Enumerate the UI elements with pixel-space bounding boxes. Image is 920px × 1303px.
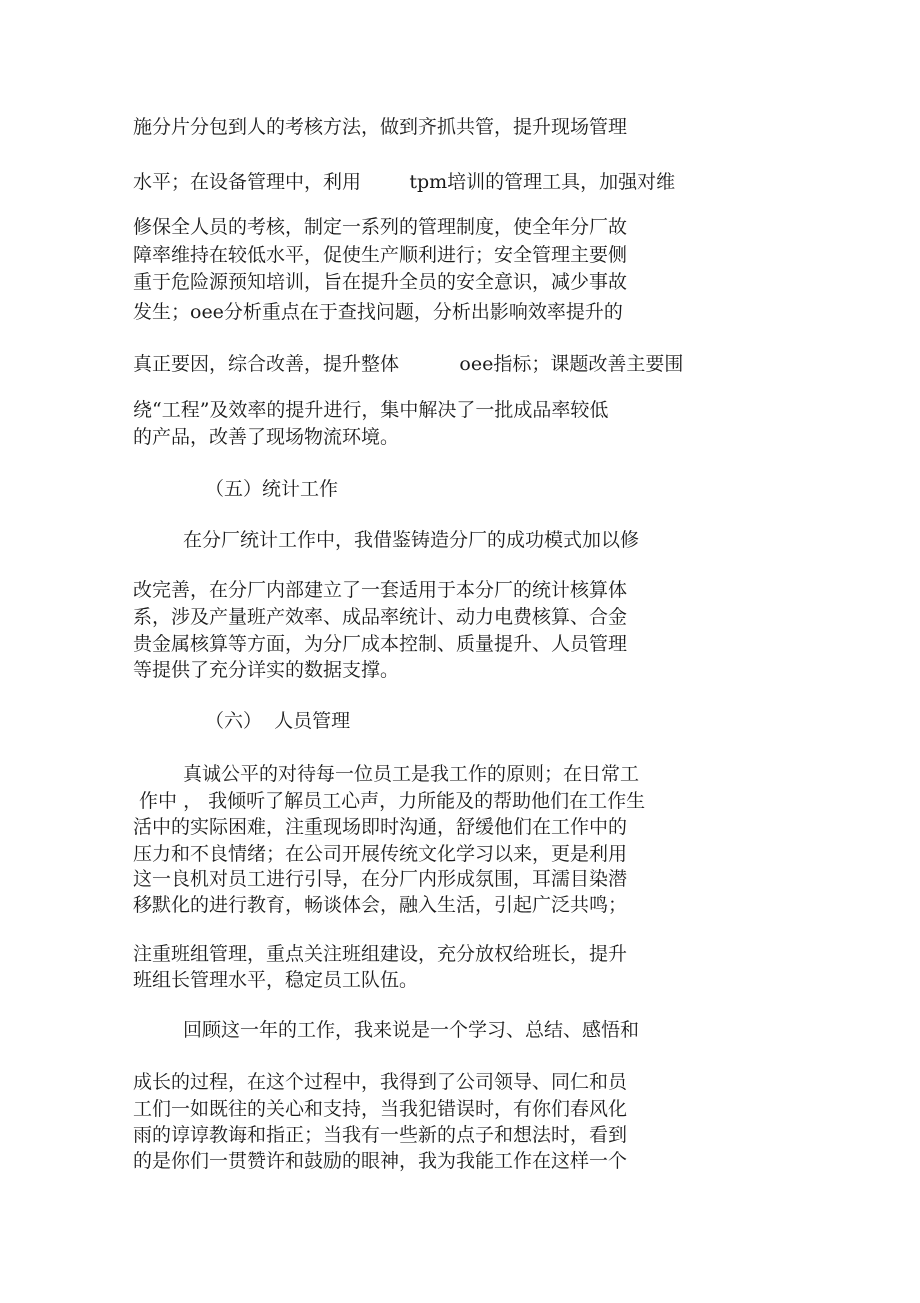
text-line: 真正要因，综合改善，提升整体 oee指标；课题改善主要围 bbox=[133, 353, 684, 375]
text-line: 雨的谆谆教诲和指正；当我有一些新的点子和想法时，看到 bbox=[133, 1124, 628, 1146]
text-line: 工们一如既往的关心和支持，当我犯错误时，有你们春风化 bbox=[133, 1098, 628, 1120]
text-line: 等提供了充分详实的数据支撑。 bbox=[133, 659, 400, 681]
text-line: 班组长管理水平，稳定员工队伍。 bbox=[133, 969, 419, 991]
text-line: 贵金属核算等方面，为分厂成本控制、质量提升、人员管理 bbox=[133, 633, 628, 655]
text-line: 移默化的进行教育，畅谈体会，融入生活，引起广泛共鸣； bbox=[133, 894, 628, 916]
text-line: 障率维持在较低水平，促使生产顺利进行；安全管理主要侧 bbox=[133, 244, 628, 266]
text-line: 的产品，改善了现场物流环境。 bbox=[133, 426, 400, 448]
section-heading: （六） 人员管理 bbox=[205, 710, 351, 732]
text-line: 真诚公平的对待每一位员工是我工作的原则；在日常工 bbox=[183, 763, 640, 785]
text-line: 改完善，在分厂内部建立了一套适用于本分厂的统计核算体 bbox=[133, 579, 628, 601]
text-line: 水平；在设备管理中，利用 tpm培训的管理工具，加强对维 bbox=[133, 171, 676, 193]
text-line: 活中的实际困难，注重现场即时沟通，舒缓他们在工作中的 bbox=[133, 816, 628, 838]
text-line: 发生；oee分析重点在于查找问题，分析出影响效率提升的 bbox=[133, 301, 623, 323]
text-line: 系，涉及产量班产效率、成品率统计、动力电费核算、合金 bbox=[133, 606, 628, 628]
text-line: 重于危险源预知培训，旨在提升全员的安全意识，减少事故 bbox=[133, 271, 628, 293]
text-line: 回顾这一年的工作，我来说是一个学习、总结、感悟和 bbox=[183, 1019, 640, 1041]
text-line: 作中 ， 我倾听了解员工心声，力所能及的帮助他们在工作生 bbox=[133, 790, 646, 812]
text-line: 成长的过程，在这个过程中，我得到了公司领导、同仁和员 bbox=[133, 1071, 628, 1093]
text-line: 注重班组管理，重点关注班组建设，充分放权给班长，提升 bbox=[133, 943, 628, 965]
text-line: 绕“工程”及效率的提升进行，集中解决了一批成品率较低 bbox=[133, 399, 609, 421]
text-line: 修保全人员的考核，制定一系列的管理制度，使全年分厂故 bbox=[133, 216, 628, 238]
text-line: 这一良机对员工进行引导，在分厂内形成氛围，耳濡目染潜 bbox=[133, 868, 628, 890]
text-line: 施分片分包到人的考核方法，做到齐抓共管，提升现场管理 bbox=[133, 116, 628, 138]
text-line: 压力和不良情绪；在公司开展传统文化学习以来，更是利用 bbox=[133, 843, 628, 865]
text-line: 的是你们一贯赞许和鼓励的眼神，我为我能工作在这样一个 bbox=[133, 1150, 628, 1172]
section-heading: （五）统计工作 bbox=[205, 478, 339, 500]
text-line: 在分厂统计工作中，我借鉴铸造分厂的成功模式加以修 bbox=[183, 529, 640, 551]
